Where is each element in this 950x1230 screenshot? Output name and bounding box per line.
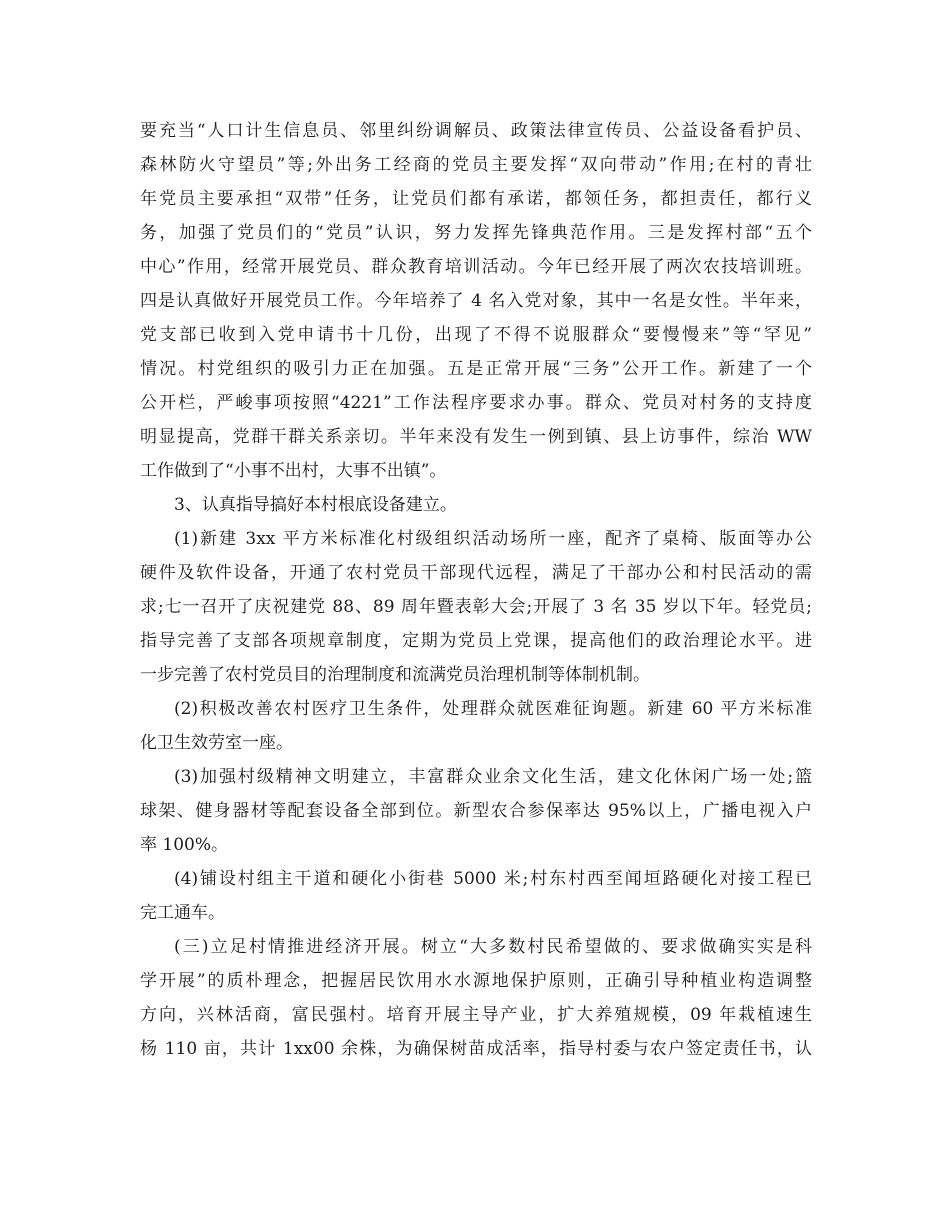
text-line: (2)积极改善农村医疗卫生条件，处理群众就医难征询题。新建 60 平方米标准 [174, 699, 812, 719]
text-line: (1)新建 3xx 平方米标准化村级组织活动场所一座，配齐了桌椅、版面等办公 [174, 529, 812, 549]
text-line: 务，加强了党员们的“党员”认识，努力发挥先锋典范作用。三是发挥村部“五个 [140, 223, 812, 243]
text-line: 中心”作用，经常开展党员、群众教育培训活动。今年已经开展了两次农技培训班。 [140, 257, 812, 277]
text-line: 情况。村党组织的吸引力正在加强。五是正常开展“三务”公开工作。新建了一个 [140, 359, 812, 379]
text-line: 学开展”的质朴理念，把握居民饮用水水源地保护原则，正确引导种植业构造调整 [140, 971, 812, 991]
text-line: 工作做到了“小事不出村，大事不出镇”。 [140, 461, 447, 481]
text-line: 完工通车。 [140, 903, 225, 923]
text-line: 要充当“人口计生信息员、邻里纠纷调解员、政策法律宣传员、公益设备看护员、 [140, 121, 812, 141]
text-line: 率 100%。 [140, 835, 229, 855]
text-line: 化卫生效劳室一座。 [140, 733, 293, 753]
text-line: (3)加强村级精神文明建立，丰富群众业余文化生活，建文化休闲广场一处;篮 [174, 767, 812, 787]
text-line: 森林防火守望员”等;外出务工经商的党员主要发挥“双向带动”作用;在村的青壮 [140, 155, 812, 175]
text-line: 党支部已收到入党申请书十几份，出现了不得不说服群众“要慢慢来”等“罕见” [140, 325, 812, 345]
text-line: 一步完善了农村党员目的治理制度和流满党员治理机制等体制机制。 [140, 665, 650, 685]
text-line: 方向，兴林活商，富民强村。培育开展主导产业，扩大养殖规模，09 年栽植速生 [140, 1005, 812, 1025]
text-line: (4)铺设村组主干道和硬化小街巷 5000 米;村东村西至闻垣路硬化对接工程已 [174, 869, 812, 889]
text-line: 球架、健身器材等配套设备全部到位。新型农合参保率达 95%以上，广播电视入户 [140, 801, 812, 821]
text-line: 硬件及软件设备，开通了农村党员干部现代远程，满足了干部办公和村民活动的需 [140, 563, 812, 583]
section-heading: 3、认真指导搞好本村根底设备建立。 [174, 495, 457, 515]
text-line: 求;七一召开了庆祝建党 88、89 周年暨表彰大会;开展了 3 名 35 岁以下年。轻党员; [140, 597, 812, 617]
text-line: 年党员主要承担“双带”任务，让党员们都有承诺，都领任务，都担责任，都行义 [140, 189, 812, 209]
text-line: 四是认真做好开展党员工作。今年培养了 4 名入党对象，其中一名是女性。半年来， [140, 291, 812, 311]
body-text [140, 114, 812, 1066]
text-line: 指导完善了支部各项规章制度，定期为党员上党课，提高他们的政治理论水平。进 [140, 631, 812, 651]
text-line: (三)立足村情推进经济开展。树立“大多数村民希望做的、要求做确实实是科 [174, 937, 812, 957]
text-line: 公开栏，严峻事项按照“4221”工作法程序要求办事。群众、党员对村务的支持度 [140, 393, 812, 413]
text-line: 杨 110 亩，共计 1xx00 余株，为确保树苗成活率，指导村委与农户签定责任书，认 [140, 1039, 812, 1059]
text-line: 明显提高，党群干群关系亲切。半年来没有发生一例到镇、县上访事件，综治 WW [140, 427, 812, 447]
